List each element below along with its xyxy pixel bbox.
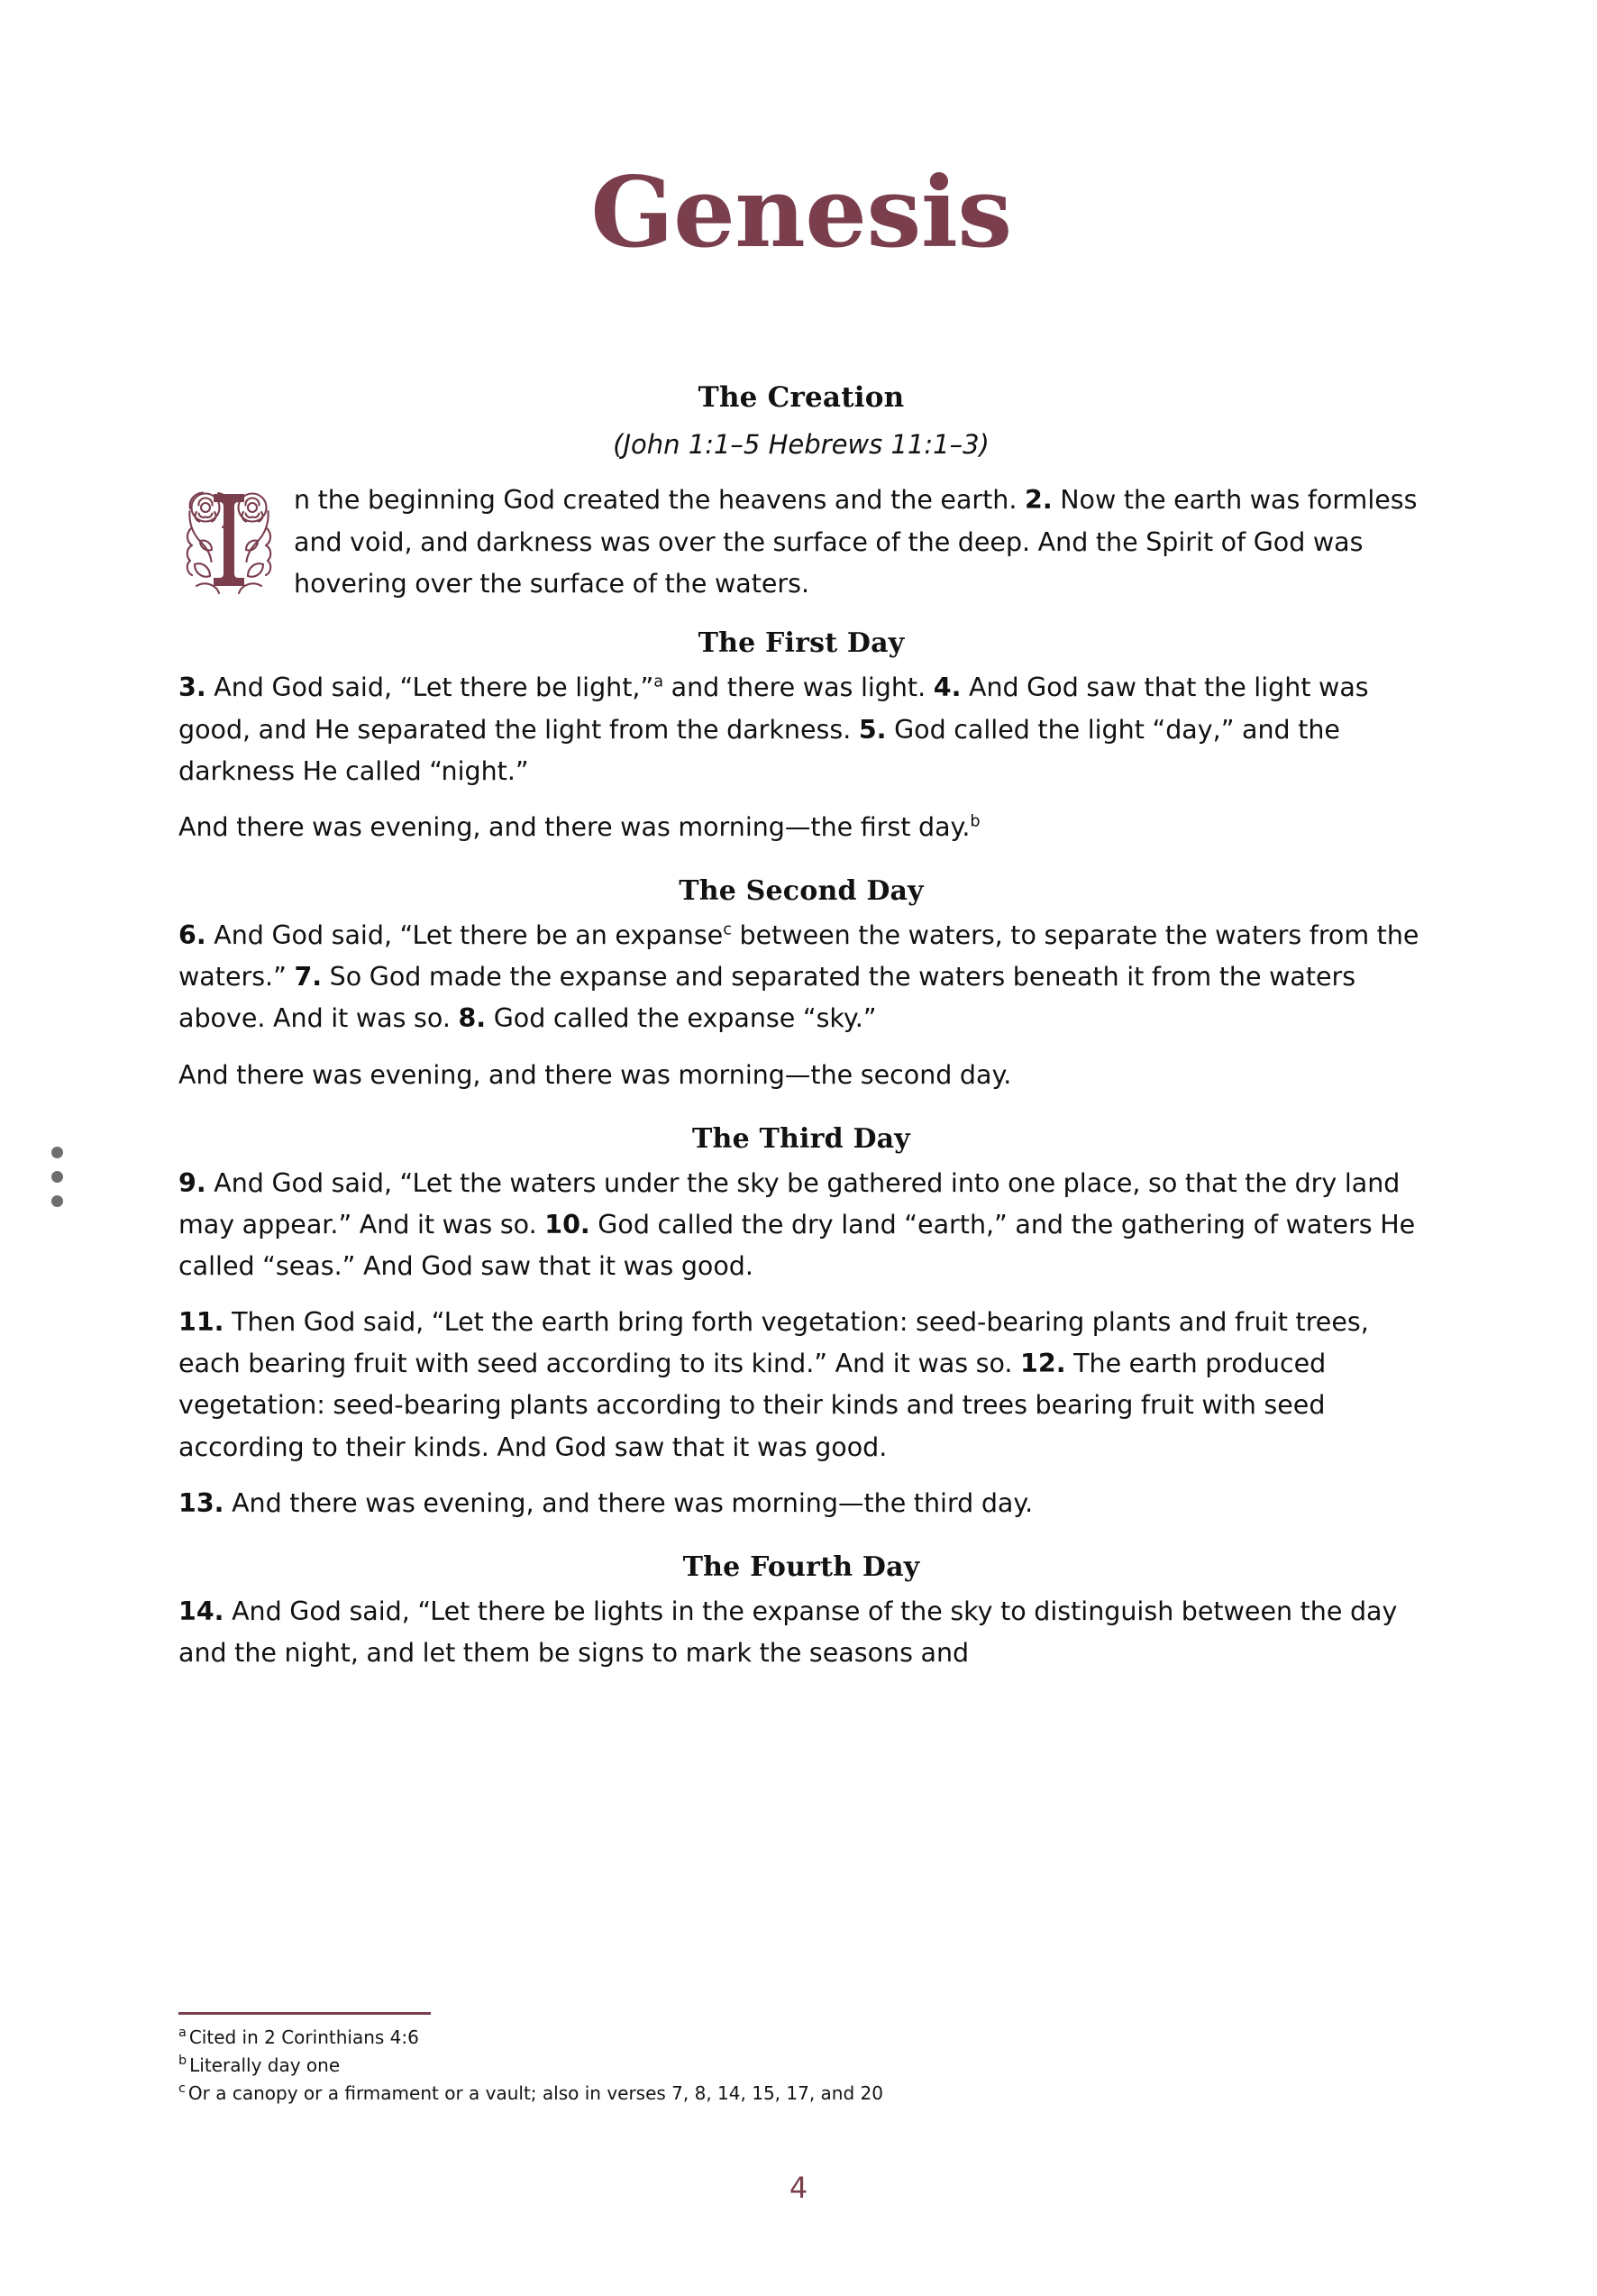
verse-3-text-b: and there was light. <box>671 672 926 703</box>
verse-number-7: 7. <box>294 962 323 992</box>
day-heading-second: The Second Day <box>679 875 924 908</box>
handle-dot-icon <box>51 1171 63 1183</box>
footnote-b-marker: b <box>178 2054 187 2069</box>
verse-paragraph-6-8 <box>178 915 1424 1054</box>
day-heading-first: The First Day <box>698 627 905 660</box>
footnote-a <box>178 2024 1260 2052</box>
day-heading-third: The Third Day <box>692 1122 910 1155</box>
footnote-c-text: Or a canopy or a firmament or a vault; also in verses 7, 8, 14, 15, 17, and 20 <box>187 2082 883 2104</box>
section-cross-reference: (John 1:1–5 Hebrews 11:1–3) <box>613 428 990 460</box>
verse-number-4: 4. <box>933 672 962 703</box>
verse-6-text-a: And God said, “Let there be an expanse <box>214 920 724 951</box>
page-number: 4 <box>789 2171 808 2205</box>
verse-8-text: God called the expanse “sky.” <box>493 1003 877 1034</box>
verse-number-8: 8. <box>458 1003 487 1034</box>
verse-number-6: 6. <box>178 920 206 951</box>
verse-4-text: And God saw that the light was good, and He separated the light from the darkness. <box>178 672 1369 745</box>
footnote-b <box>178 2052 1260 2080</box>
verse-13-text: And there was evening, and there was morning—the third day. <box>232 1487 1034 1518</box>
verse-number-13: 13. <box>178 1487 224 1518</box>
verse-number-11: 11. <box>178 1307 224 1338</box>
footnote-separator-rule <box>178 2012 431 2015</box>
section-heading: The Creation <box>698 381 905 414</box>
footnote-c-marker: c <box>178 2081 186 2097</box>
verse-paragraph-3-5 <box>178 667 1424 806</box>
verse-number-14: 14. <box>178 1596 224 1626</box>
verse-paragraph-9-10 <box>178 1163 1424 1302</box>
page-options-handle[interactable] <box>47 1147 67 1207</box>
handle-dot-icon <box>51 1195 63 1207</box>
footnotes-section <box>178 2012 1260 2108</box>
verse-9-text: And God said, “Let the waters under the sky be gathered into one place, so that the dry land may appear.” And it was so. <box>178 1167 1401 1239</box>
verse-paragraph-11-12 <box>178 1302 1424 1483</box>
handle-dot-icon <box>51 1147 63 1158</box>
footnote-a-text: Cited in 2 Corinthians 4:6 <box>188 2026 419 2048</box>
book-title: Genesis <box>590 156 1012 270</box>
verse-11-text: Then God said, “Let the earth bring forth vegetation: seed-bearing plants and fruit trees, each bearing fruit with seed according to its kind.” And it was so. <box>178 1307 1369 1379</box>
verse-number-9: 9. <box>178 1167 206 1198</box>
verse-2-text: Now the earth was formless and void, and darkness was over the surface of the deep. And the Spirit of God was hovering over the surface of the waters. <box>294 485 1418 599</box>
verse-number-3: 3. <box>178 672 206 703</box>
verse-paragraph-1-2 <box>178 480 1424 604</box>
verse-10-text: God called the dry land “earth,” and the gathering of waters He called “seas.” And God saw that it was good. <box>178 1209 1416 1281</box>
evening-paragraph-first-day <box>178 807 1424 863</box>
footnote-marker-a[interactable]: a <box>653 672 664 691</box>
verse-14-text: And God said, “Let there be lights in the expanse of the sky to distinguish between the day and the night, and let them be signs to mark the seasons and <box>178 1596 1398 1669</box>
footnote-marker-c[interactable]: c <box>723 920 732 939</box>
page-content <box>178 0 1424 1688</box>
verse-3-text-a: And God said, “Let there be light,” <box>214 672 654 703</box>
verse-paragraph-13 <box>178 1483 1424 1539</box>
opening-paragraph-block <box>178 462 1424 615</box>
verse-paragraph-14 <box>178 1591 1424 1688</box>
verse-6-text-b: between the waters, to separate the waters from the waters.” <box>178 920 1419 992</box>
evening-first-text: And there was evening, and there was morning—the first day. <box>178 811 971 842</box>
ornate-dropcap-letter-i-icon <box>178 485 279 595</box>
footnote-c <box>178 2080 1260 2108</box>
footnote-a-marker: a <box>178 2026 187 2041</box>
footnote-b-text: Literally day one <box>189 2054 341 2076</box>
evening-paragraph-second-day: And there was evening, and there was morning—the second day. <box>178 1059 1012 1090</box>
verse-number-12: 12. <box>1020 1349 1066 1379</box>
verse-number-10: 10. <box>544 1209 590 1239</box>
footnote-marker-b[interactable]: b <box>970 812 981 831</box>
verse-number-5: 5. <box>858 714 887 745</box>
verse-5-text: God called the light “day,” and the darkness He called “night.” <box>178 714 1340 786</box>
verse-number-2: 2. <box>1024 485 1053 516</box>
verse-1-text: n the beginning God created the heavens and the earth. <box>294 485 1018 516</box>
day-heading-fourth: The Fourth Day <box>682 1550 920 1583</box>
verse-7-text: So God made the expanse and separated the waters beneath it from the waters above. And it was so. <box>178 962 1356 1034</box>
verse-12-text: The earth produced vegetation: seed-bearing plants according to their kinds and trees bearing fruit with seed according to their kinds. And God saw that it was good. <box>178 1349 1327 1462</box>
